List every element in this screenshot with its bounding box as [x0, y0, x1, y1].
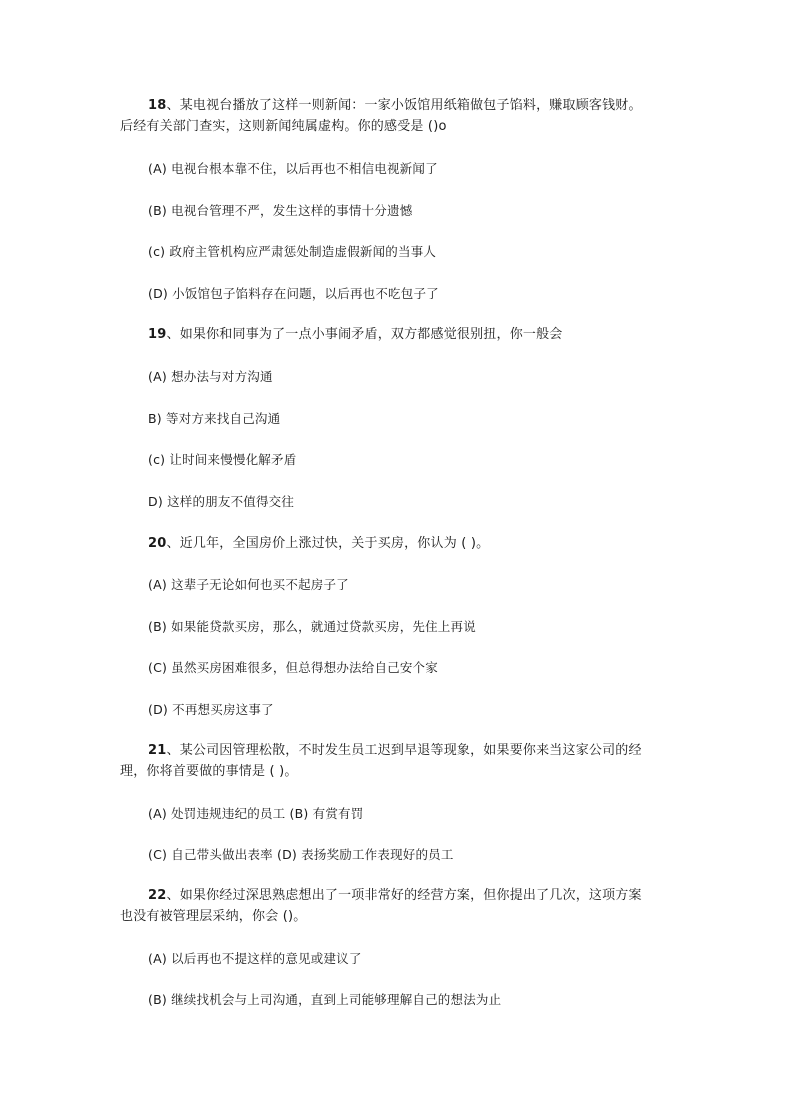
question-20-option-d: (D) 不再想买房这事了 [148, 702, 274, 717]
question-19-option-b: B) 等对方来找自己沟通 [148, 411, 281, 426]
question-text: 、如果你经过深思熟虑想出了一项非常好的经营方案，但你提出了几次，这项方案 [166, 888, 642, 903]
question-22-line-1 [148, 886, 708, 906]
question-20-option-b: (B) 如果能贷款买房，那么，就通过贷款买房，先住上再说 [148, 619, 476, 634]
question-22-line-2: 也没有被管理层采纳，你会 ()。 [120, 909, 307, 924]
question-22-option-a: (A) 以后再也不提这样的意见或建议了 [148, 951, 362, 966]
question-20-option-c: (C) 虽然买房困难很多，但总得想办法给自己安个家 [148, 660, 438, 675]
question-number: 21 [148, 743, 167, 758]
question-20-option-a: (A) 这辈子无论如何也买不起房子了 [148, 577, 349, 592]
question-18-line-1 [148, 96, 708, 116]
question-21-option-ab: (A) 处罚违规违纪的员工 (B) 有赏有罚 [148, 806, 364, 821]
question-text: 、如果你和同事为了一点小事闹矛盾，双方都感觉很别扭，你一般会 [166, 327, 563, 342]
question-number: 18 [148, 98, 167, 113]
question-18-option-b: (B) 电视台管理不严，发生这样的事情十分遗憾 [148, 203, 413, 218]
question-number: 20 [148, 536, 167, 551]
question-21-line-2: 理，你将首要做的事情是 ( )。 [120, 764, 298, 779]
question-number: 19 [148, 327, 167, 342]
question-18-option-c: (c) 政府主管机构应严肃惩处制造虚假新闻的当事人 [148, 244, 437, 259]
question-21-option-cd: (C) 自己带头做出表率 (D) 表扬奖励工作表现好的员工 [148, 847, 454, 862]
question-22-option-b: (B) 继续找机会与上司沟通，直到上司能够理解自己的想法为止 [148, 992, 502, 1007]
question-text: 、近几年，全国房价上涨过快，关于买房，你认为 ( )。 [166, 536, 490, 551]
question-20-line-1 [148, 534, 708, 554]
question-19-option-c: (c) 让时间来慢慢化解矛盾 [148, 452, 297, 467]
question-21-line-1 [148, 741, 708, 761]
question-18-line-2: 后经有关部门查实，这则新闻纯属虚构。你的感受是 ()o [120, 119, 447, 134]
question-text: 、某电视台播放了这样一则新闻：一家小饭馆用纸箱做包子馅料，赚取顾客钱财。 [166, 98, 642, 113]
question-19-option-d: D) 这样的朋友不值得交往 [148, 494, 295, 509]
question-19-line-1 [148, 325, 708, 345]
question-19-option-a: (A) 想办法与对方沟通 [148, 369, 273, 384]
question-18-option-a: (A) 电视台根本靠不住，以后再也不相信电视新闻了 [148, 161, 438, 176]
question-18-option-d: (D) 小饭馆包子馅料存在问题，以后再也不吃包子了 [148, 286, 439, 301]
question-number: 22 [148, 888, 167, 903]
question-text: 、某公司因管理松散，不时发生员工迟到早退等现象，如果要你来当这家公司的经 [166, 743, 642, 758]
